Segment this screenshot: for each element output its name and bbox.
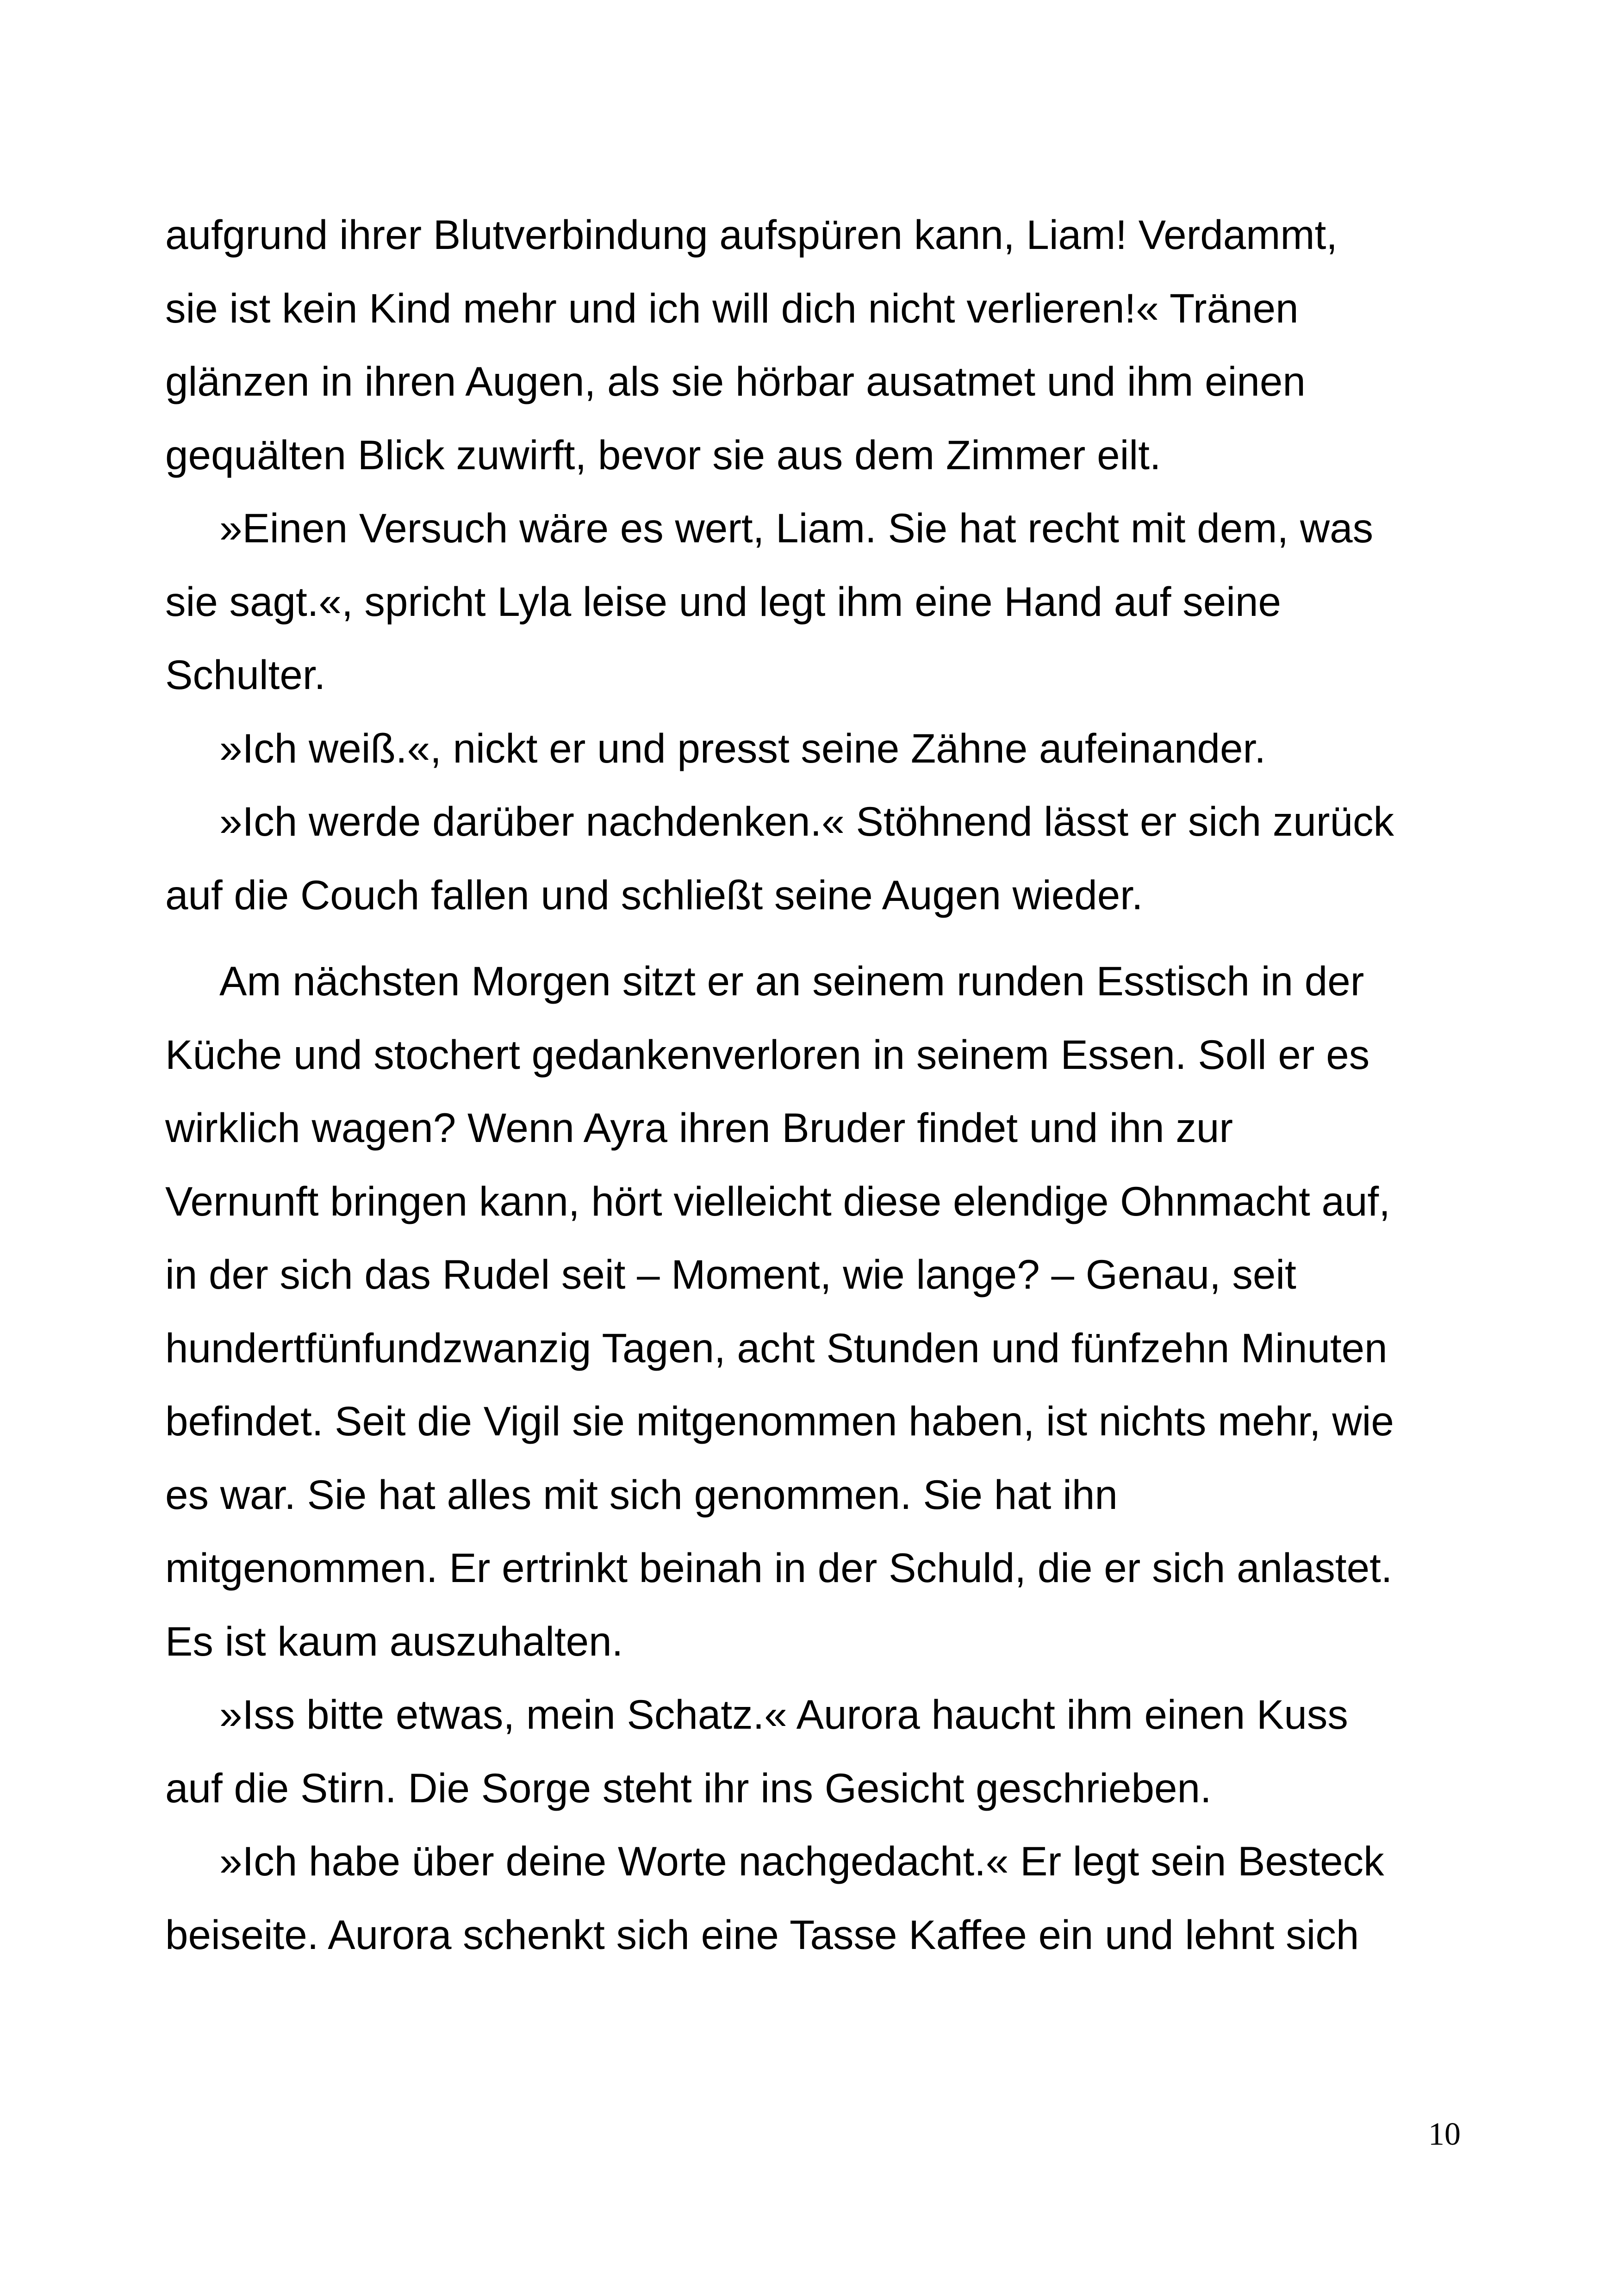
text-line: »Iss bitte etwas, mein Schatz.« Aurora haucht ihm einen Kuss bbox=[219, 1691, 1348, 1738]
text-line: »Einen Versuch wäre es wert, Liam. Sie hat recht mit dem, was bbox=[219, 505, 1374, 551]
text-line: hundertfünfundzwanzig Tagen, acht Stunden und fünfzehn Minuten bbox=[165, 1324, 1388, 1371]
text-line: Am nächsten Morgen sitzt er an seinem runden Esstisch in der bbox=[219, 958, 1364, 1004]
text-line: Vernunft bringen kann, hört vielleicht diese elendige Ohnmacht auf, bbox=[165, 1178, 1390, 1224]
text-line: auf die Couch fallen und schließt seine Augen wieder. bbox=[165, 871, 1143, 918]
text-line: »Ich weiß.«, nickt er und presst seine Zähne aufeinander. bbox=[219, 725, 1266, 771]
text-line: glänzen in ihren Augen, als sie hörbar ausatmet und ihm einen bbox=[165, 358, 1306, 404]
text-line: aufgrund ihrer Blutverbindung aufspüren kann, Liam! Verdammt, bbox=[165, 211, 1338, 258]
text-line: »Ich werde darüber nachdenken.« Stöhnend lässt er sich zurück bbox=[219, 798, 1394, 844]
text-line: beiseite. Aurora schenkt sich eine Tasse Kaffee ein und lehnt sich bbox=[165, 1911, 1359, 1958]
text-line: sie ist kein Kind mehr und ich will dich nicht verlieren!« Tränen bbox=[165, 285, 1299, 331]
page-number: 10 bbox=[1428, 2116, 1461, 2152]
text-line: es war. Sie hat alles mit sich genommen. Sie hat ihn bbox=[165, 1471, 1118, 1518]
text-line: sie sagt.«, spricht Lyla leise und legt ihm eine Hand auf seine bbox=[165, 578, 1281, 625]
text-line: wirklich wagen? Wenn Ayra ihren Bruder findet und ihn zur bbox=[165, 1105, 1233, 1151]
text-line: Küche und stochert gedankenverloren in seinem Essen. Soll er es bbox=[165, 1031, 1370, 1078]
text-line: befindet. Seit die Vigil sie mitgenommen haben, ist nichts mehr, wie bbox=[165, 1398, 1394, 1444]
text-line: mitgenommen. Er ertrinkt beinah in der Schuld, die er sich anlastet. bbox=[165, 1545, 1393, 1591]
text-line: »Ich habe über deine Worte nachgedacht.« Er legt sein Besteck bbox=[219, 1838, 1384, 1884]
section-break bbox=[165, 931, 1470, 944]
text-line: Es ist kaum auszuhalten. bbox=[165, 1618, 623, 1664]
text-line: in der sich das Rudel seit – Moment, wie lange? – Genau, seit bbox=[165, 1251, 1296, 1297]
text-line: gequälten Blick zuwirft, bevor sie aus dem Zimmer eilt. bbox=[165, 431, 1161, 478]
text-line: auf die Stirn. Die Sorge steht ihr ins Gesicht geschrieben. bbox=[165, 1764, 1212, 1811]
text-line: Schulter. bbox=[165, 652, 326, 698]
body-text bbox=[165, 198, 1470, 1971]
